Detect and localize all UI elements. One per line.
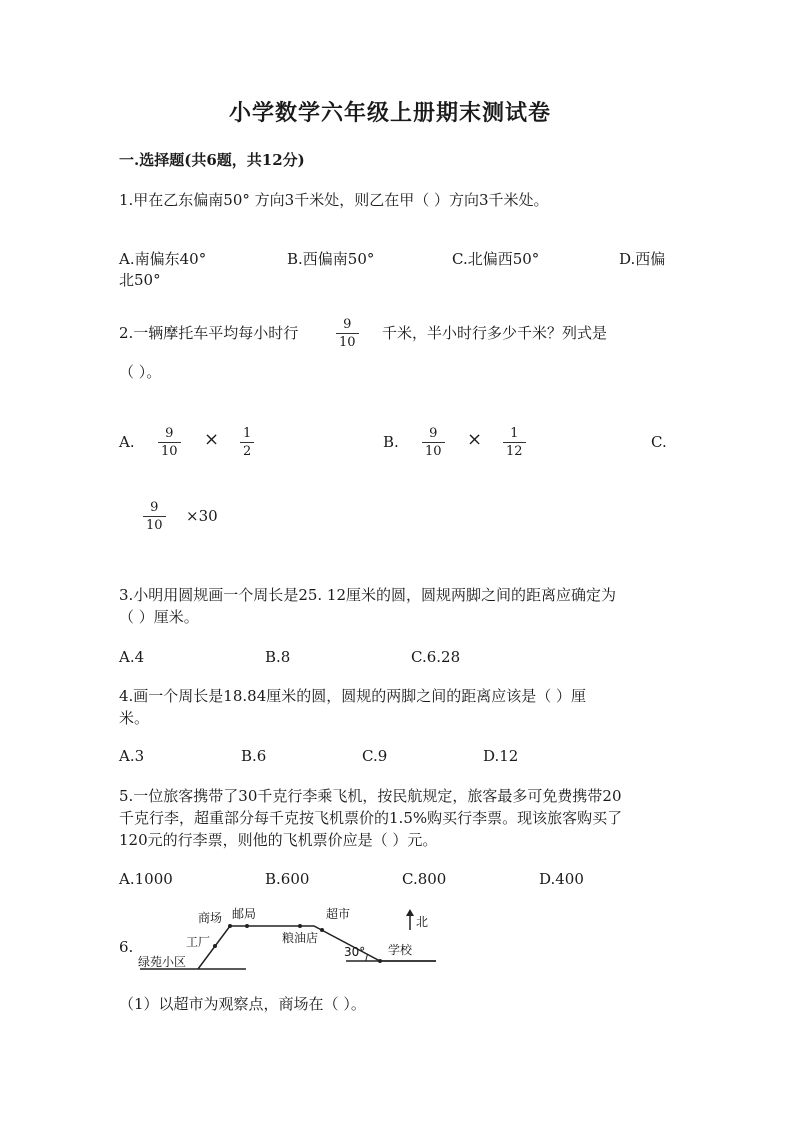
q4-option-d: D.12 [483,747,519,765]
q5-option-b: B.600 [265,870,310,888]
dot-gongchang [213,944,217,948]
dot-youju [245,924,249,928]
fraction-numerator: 1 [243,426,252,441]
dot-chaoshi [320,928,324,932]
question-1-text: 1.甲在乙东偏南50° 方向3千米处，则乙在甲（ ）方向3千米处。 [119,191,549,209]
q5-option-a: A.1000 [119,870,173,888]
fraction-numerator: 9 [165,426,174,441]
fraction-numerator: 1 [510,426,519,441]
question-3-text-cont: （ ）厘米。 [119,608,199,626]
fraction-denominator: 10 [161,444,178,459]
question-6-number: 6. [119,938,134,956]
fraction-numerator: 9 [343,317,352,332]
q2-option-c-fraction [143,500,166,533]
question-5-text-cont-2: 120元的行李票，则他的飞机票价应是（ ）元。 [119,831,438,849]
q2-option-c-tail: ×30 [186,507,218,525]
q1-option-d: D.西偏 [619,250,666,268]
q3-option-a: A.4 [119,648,145,666]
fraction-numerator: 9 [150,500,159,515]
angle-arc [366,954,368,961]
fraction-denominator: 2 [243,444,252,459]
q3-option-b: B.8 [265,648,291,666]
q5-option-c: C.800 [402,870,447,888]
fraction-bar [422,442,445,443]
q4-option-a: A.3 [119,747,145,765]
dot-shangchang [228,924,232,928]
label-xuexiao: 学校 [388,943,413,957]
question-5-text: 5.一位旅客携带了30千克行李乘飞机，按民航规定，旅客最多可免费携带20 [119,787,622,805]
times-sign: × [204,429,220,450]
label-chaoshi: 超市 [326,907,351,921]
q4-option-b: B.6 [241,747,267,765]
q5-option-d: D.400 [539,870,584,888]
page-title: 小学数学六年级上册期末测试卷 [229,100,552,126]
section-heading: 一.选择题(共6题，共12分) [119,151,305,169]
question-5-text-cont-1: 千克行李，超重部分每千克按飞机票价的1.5%购买行李票。现该旅客购买了 [119,809,623,827]
q4-option-c: C.9 [362,747,388,765]
q3-option-c: C.6.28 [411,648,461,666]
label-shangchang: 商场 [198,911,223,925]
q2-option-b-fraction-1 [422,426,445,459]
label-youju: 邮局 [232,907,257,921]
dot-xuexiao [378,959,382,963]
label-angle: 30° [344,945,366,959]
question-3-text: 3.小明用圆规画一个周长是25. 12厘米的圆，圆规两脚之间的距离应确定为 [119,586,617,604]
label-gongchang: 工厂 [186,935,211,949]
fraction-denominator: 12 [506,444,523,459]
question-4-text: 4.画一个周长是18.84厘米的圆，圆规的两脚之间的距离应该是（ ）厘 [119,687,587,705]
q2-option-b-label: B. [383,433,399,451]
q2-option-c-label: C. [651,433,667,451]
label-lvyuan: 绿苑小区 [138,955,187,969]
fraction-bar [158,442,181,443]
question-4-text-cont: 米。 [119,709,150,727]
fraction-bar [336,333,359,334]
question-2-text: 2.一辆摩托车平均每小时行 [119,324,299,342]
north-arrowhead-icon [406,909,414,916]
question-2-text-cont: 千米，半小时行多少千米？列式是 [382,324,608,342]
q2-fraction [336,317,359,350]
fraction-denominator: 10 [425,444,442,459]
fraction-bar [143,516,166,517]
q2-option-b-fraction-2 [503,426,526,459]
q2-option-a-label: A. [119,433,135,451]
fraction-numerator: 9 [429,426,438,441]
fraction-bar [503,442,526,443]
label-north: 北 [416,915,429,929]
question-6-sub-1: （1）以超市为观察点，商场在（ ）。 [119,995,366,1013]
fraction-denominator: 10 [339,335,356,350]
route-map-diagram [136,906,438,972]
times-sign: × [467,429,483,450]
q1-option-b: B.西偏南50° [287,250,375,268]
fraction-bar [240,442,254,443]
label-liangyoudian: 粮油店 [282,931,319,945]
fraction-denominator: 10 [146,518,163,533]
q1-option-a: A.南偏东40° [119,250,207,268]
dot-liangyoudian [298,924,302,928]
question-2-blank: （ ）。 [119,363,162,381]
q2-option-a-fraction-1 [158,426,181,459]
q1-option-c: C.北偏西50° [452,250,540,268]
q2-option-a-fraction-2 [240,426,254,459]
q1-option-d-cont: 北50° [119,271,161,289]
